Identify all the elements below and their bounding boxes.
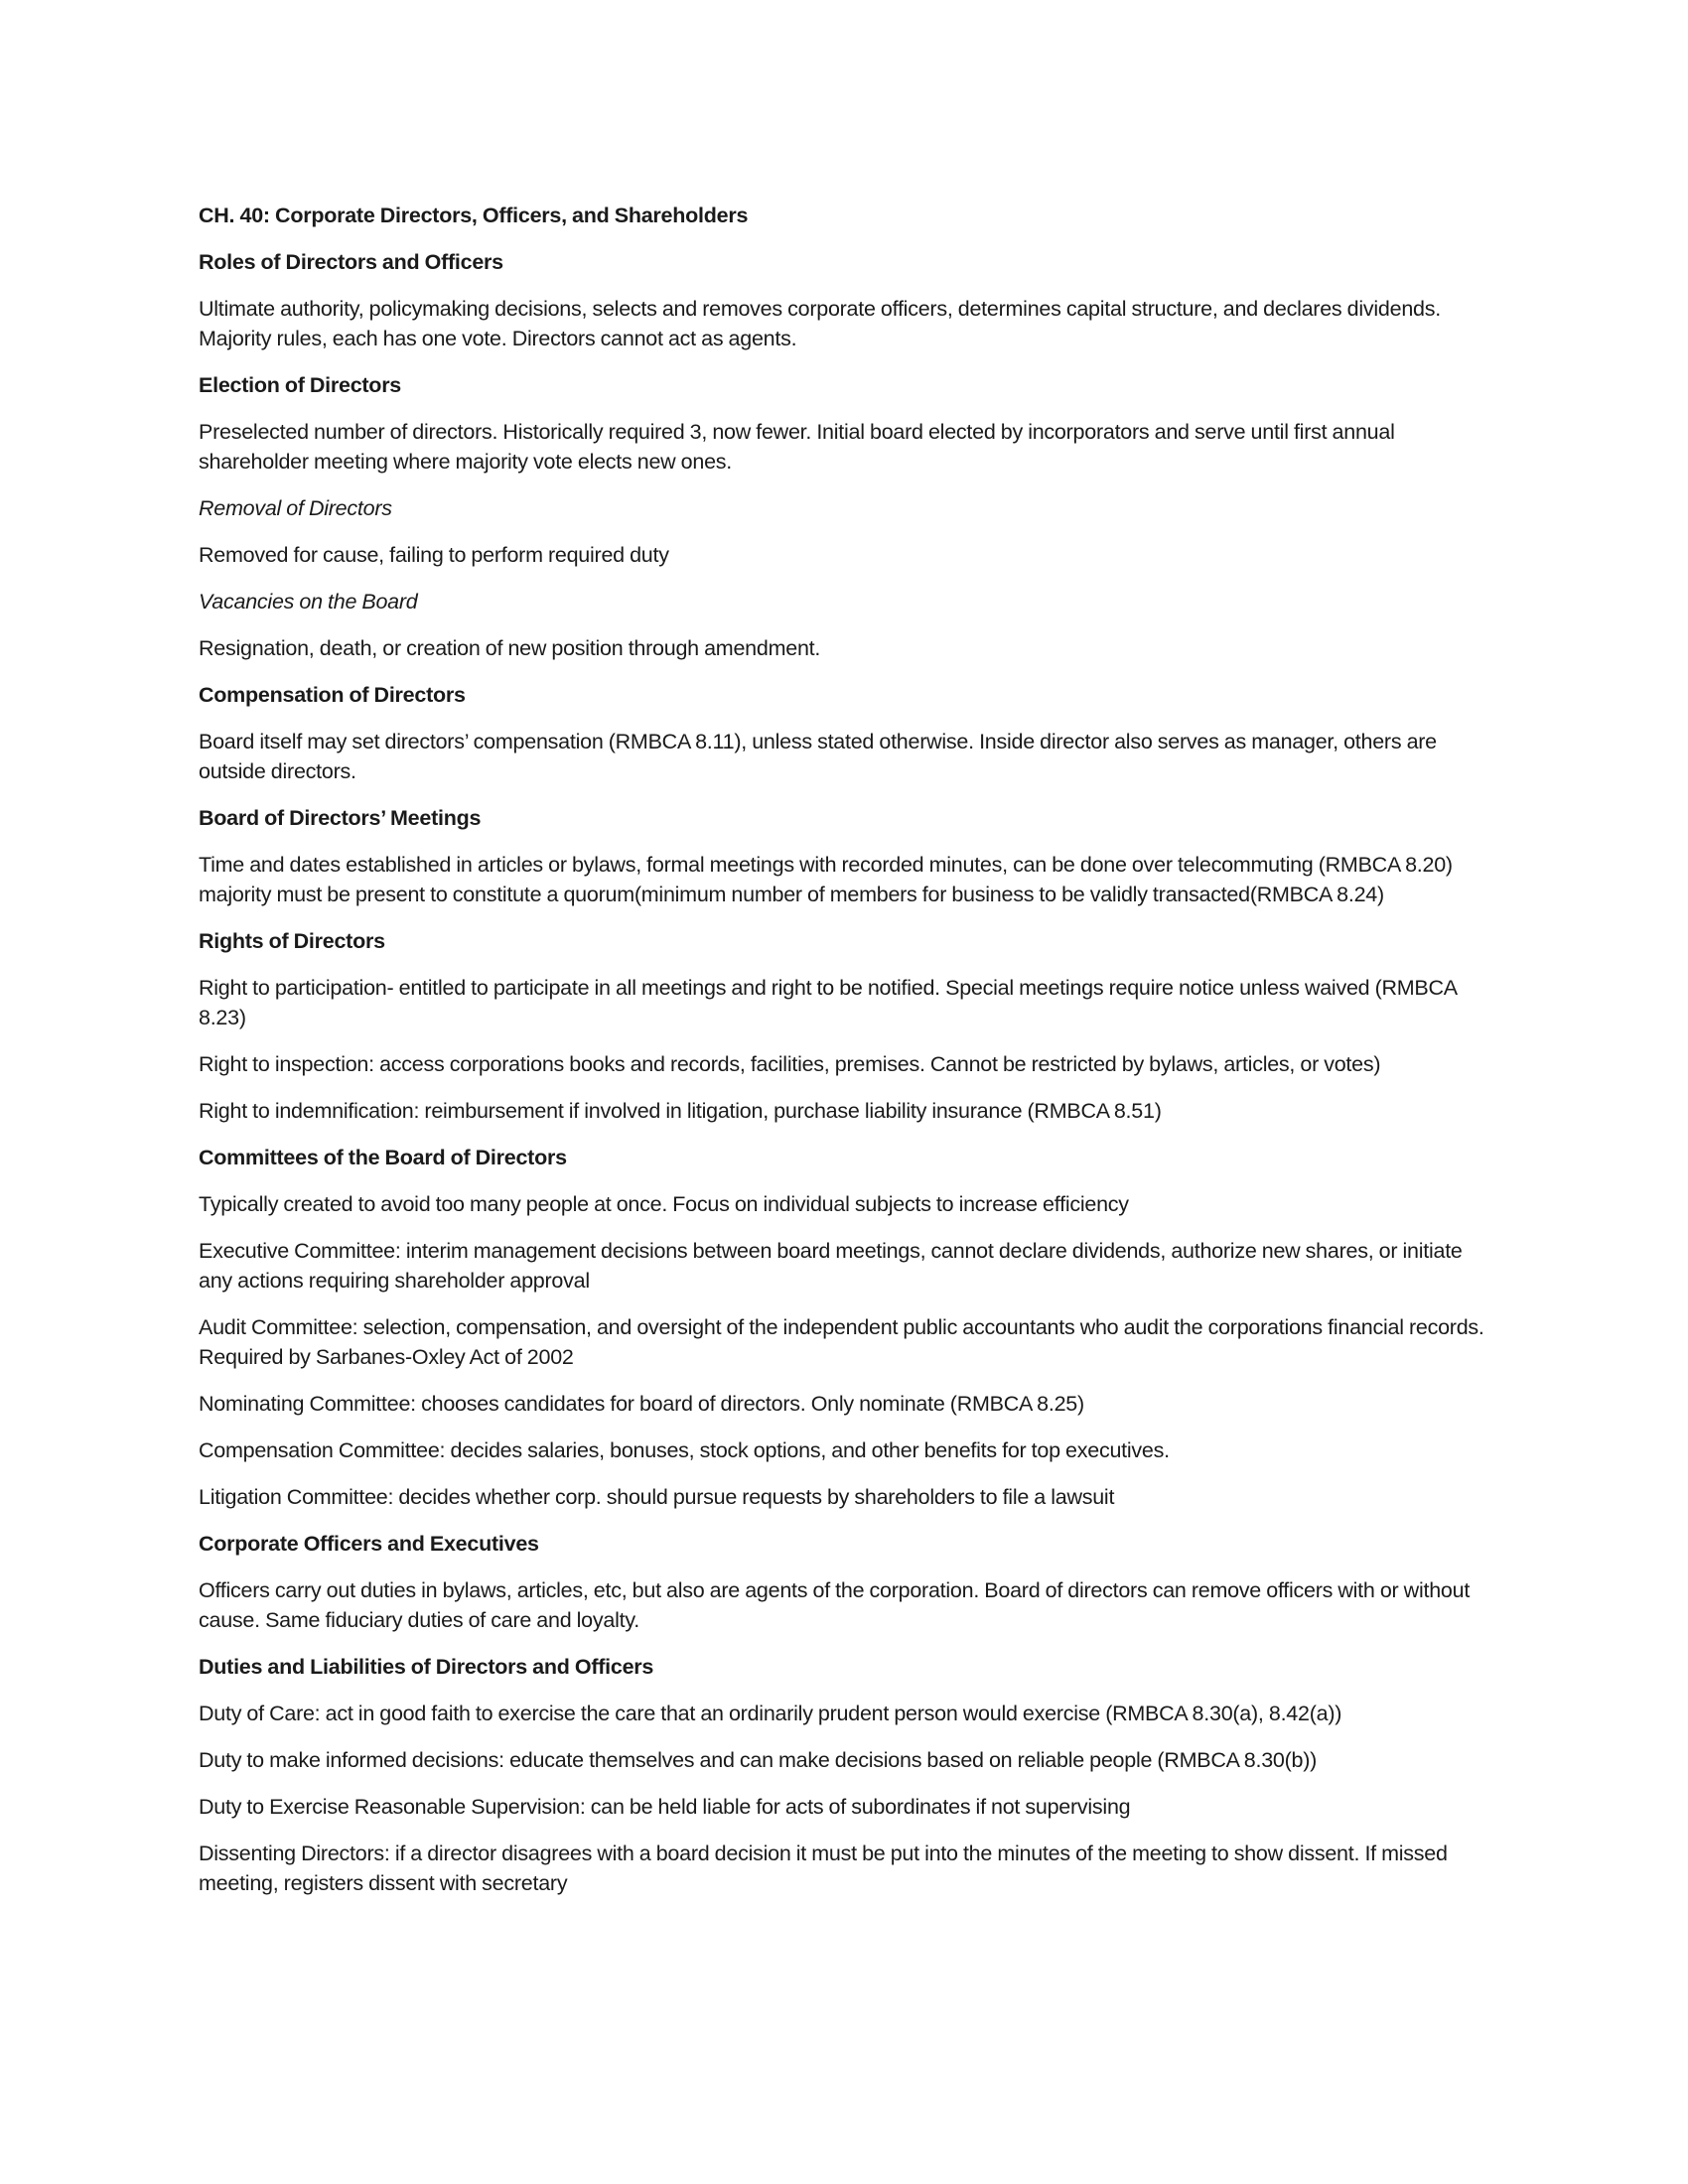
section-heading-officers: Corporate Officers and Executives [199, 1532, 539, 1556]
paragraph-executive-committee: Executive Committee: interim management decisions between board meetings, cannot declare dividends, authorize new shares, or initiate any actions requiring shareholder approval [199, 1239, 1463, 1293]
paragraph-vacancies: Resignation, death, or creation of new position through amendment. [199, 636, 821, 660]
paragraph-right-inspection: Right to inspection: access corporations books and records, facilities, premises. Cannot be restricted by bylaws, articles, or votes) [199, 1052, 1381, 1076]
paragraph-roles: Ultimate authority, policymaking decisions, selects and removes corporate officers, determines capital structure, and declares dividends. Majority rules, each has one vote. Directors cannot act as agents. [199, 297, 1441, 350]
subheading-removal: Removal of Directors [199, 496, 392, 520]
paragraph-right-indemnification: Right to indemnification: reimbursement if involved in litigation, purchase liability insurance (RMBCA 8.51) [199, 1099, 1162, 1123]
section-heading-compensation: Compensation of Directors [199, 683, 466, 707]
section-heading-rights: Rights of Directors [199, 929, 385, 953]
section-heading-roles: Roles of Directors and Officers [199, 250, 503, 274]
paragraph-compensation-committee: Compensation Committee: decides salaries, bonuses, stock options, and other benefits for top executives. [199, 1438, 1170, 1462]
paragraph-nominating-committee: Nominating Committee: chooses candidates for board of directors. Only nominate (RMBCA 8.25) [199, 1392, 1084, 1416]
paragraph-duty-supervision: Duty to Exercise Reasonable Supervision: can be held liable for acts of subordinates if not supervising [199, 1795, 1131, 1819]
paragraph-committees-intro: Typically created to avoid too many people at once. Focus on individual subjects to increase efficiency [199, 1192, 1129, 1216]
subheading-vacancies: Vacancies on the Board [199, 590, 418, 614]
section-heading-committees: Committees of the Board of Directors [199, 1146, 567, 1169]
paragraph-removal: Removed for cause, failing to perform required duty [199, 543, 669, 567]
paragraph-audit-committee: Audit Committee: selection, compensation, and oversight of the independent public accountants who audit the corporations financial records. Required by Sarbanes-Oxley Act of 2002 [199, 1315, 1484, 1369]
paragraph-right-participation: Right to participation- entitled to participate in all meetings and right to be notified. Special meetings require notice unless waived (RMBCA 8.23) [199, 976, 1457, 1029]
paragraph-dissenting-directors: Dissenting Directors: if a director disagrees with a board decision it must be put into the minutes of the meeting to show dissent. If missed meeting, registers dissent with secretary [199, 1842, 1448, 1895]
section-heading-election: Election of Directors [199, 373, 402, 397]
document-title: CH. 40: Corporate Directors, Officers, and Shareholders [199, 204, 749, 227]
paragraph-duty-of-care: Duty of Care: act in good faith to exercise the care that an ordinarily prudent person would exercise (RMBCA 8.30(a), 8.42(a)) [199, 1702, 1342, 1725]
paragraph-officers: Officers carry out duties in bylaws, articles, etc, but also are agents of the corporation. Board of directors can remove officers with or without cause. Same fiduciary duties of care and loyalty. [199, 1578, 1471, 1632]
section-heading-duties: Duties and Liabilities of Directors and Officers [199, 1655, 654, 1679]
paragraph-meetings: Time and dates established in articles or bylaws, formal meetings with recorded minutes, can be done over telecommuting (RMBCA 8.20) majority must be present to constitute a quorum(minimum number of members for business to be validly transacted(RMBCA 8.24) [199, 853, 1453, 906]
paragraph-litigation-committee: Litigation Committee: decides whether corp. should pursue requests by shareholders to file a lawsuit [199, 1485, 1115, 1509]
paragraph-election: Preselected number of directors. Historically required 3, now fewer. Initial board elected by incorporators and serve until first annual shareholder meeting where majority vote elects new ones. [199, 420, 1395, 474]
paragraph-compensation: Board itself may set directors’ compensation (RMBCA 8.11), unless stated otherwise. Inside director also serves as manager, others are outside directors. [199, 730, 1437, 783]
paragraph-duty-informed: Duty to make informed decisions: educate themselves and can make decisions based on reliable people (RMBCA 8.30(b)) [199, 1748, 1318, 1772]
section-heading-meetings: Board of Directors’ Meetings [199, 806, 482, 830]
document-page [199, 201, 1489, 1915]
